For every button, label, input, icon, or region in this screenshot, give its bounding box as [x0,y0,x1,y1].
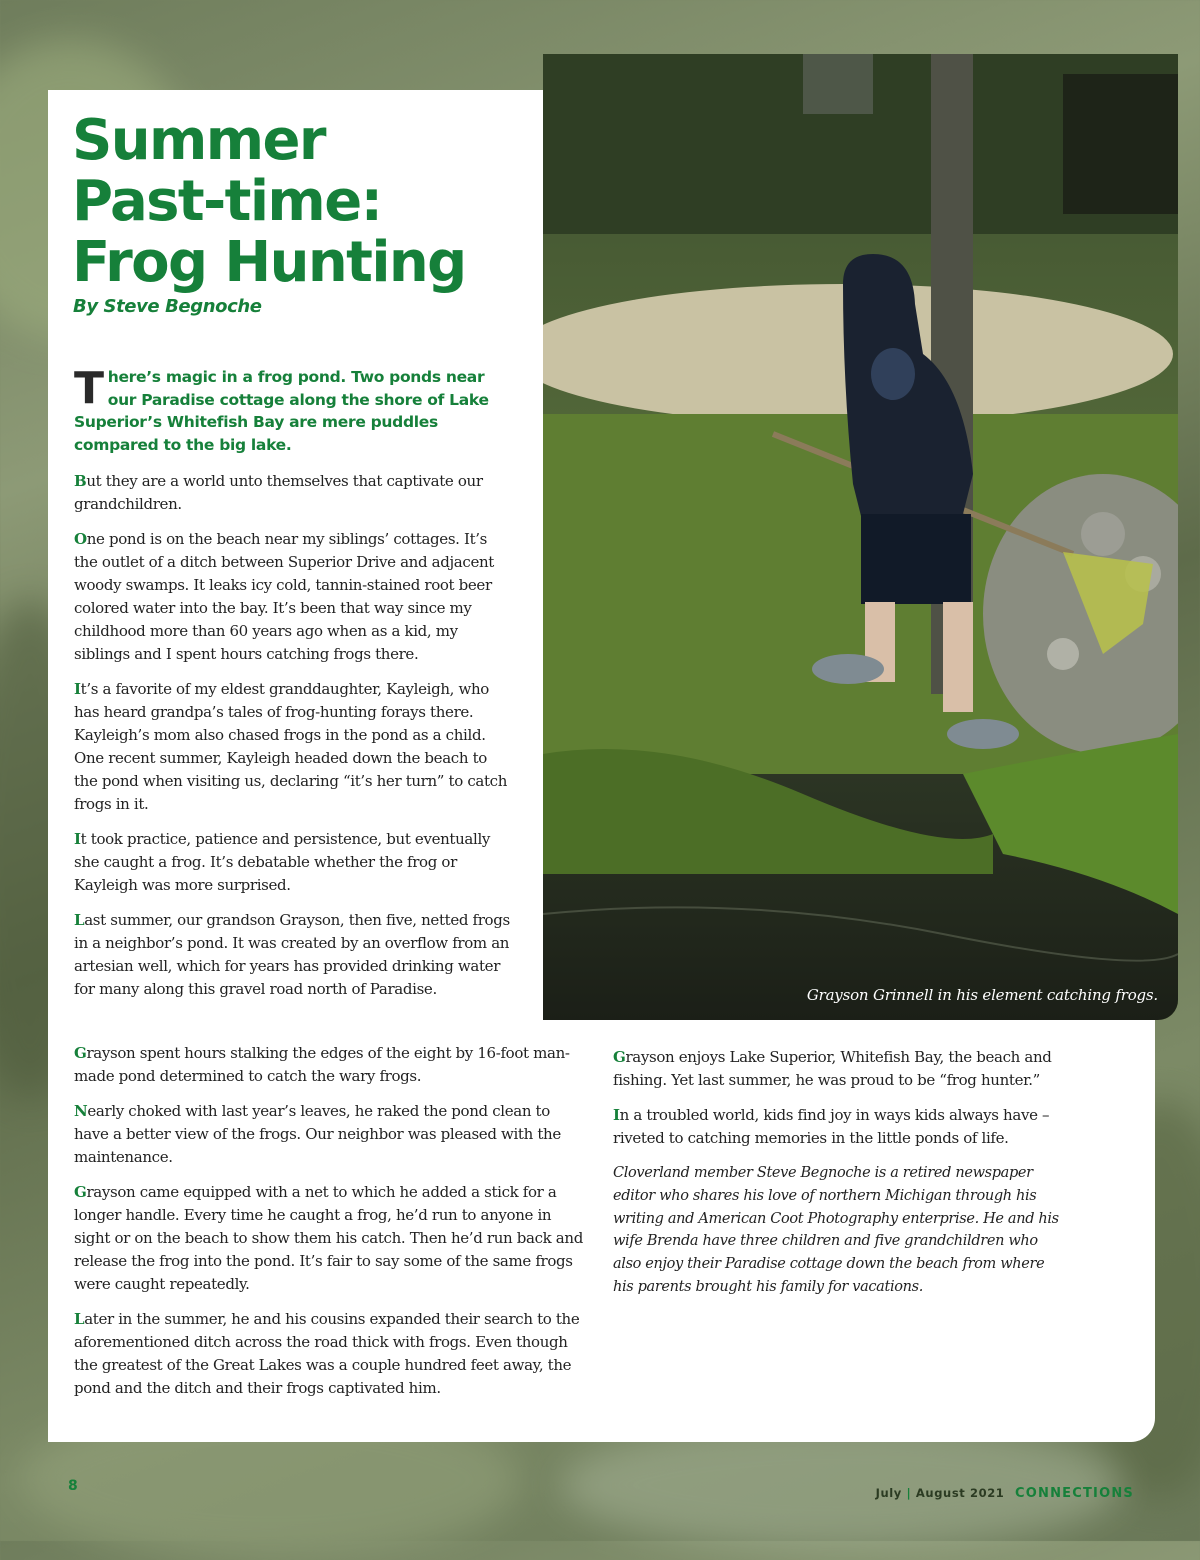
paragraph-text: t’s a favorite of my eldest granddaughter, Kayleigh, who has heard grandpa’s tales of frog-hunting forays there. Kayleigh’s mom also chased frogs in the pond as a child. One recent summer, Kayleigh headed down the beach to the pond when visiting us, declaring “it’s her turn” to catch frogs in it. [74,680,508,813]
article-column-1 [74,363,514,1013]
first-letter: I [74,830,81,848]
article-title [72,110,532,293]
first-letter: O [74,530,87,548]
title-line: Past-time: [72,169,382,234]
body-paragraph [74,1308,584,1400]
byline: By Steve Begnoche [73,296,262,317]
first-letter: B [74,472,87,490]
issue-month-b: August [915,1486,966,1500]
photo-caption: Grayson Grinnell in his element catching frogs. [806,986,1158,1004]
issue-year: 2021 [969,1486,1005,1500]
lede-paragraph [74,363,514,456]
article-column-2 [613,1046,1063,1299]
paragraph-text: early choked with last year’s leaves, he raked the pond clean to have a better view of the frogs. Our neighbor was pleased with the maintenance. [74,1102,561,1166]
first-letter: I [613,1106,620,1124]
drop-cap: T [74,363,104,414]
title-line: Frog Hunting [72,230,466,295]
article-column-1-continued [74,1042,584,1412]
first-letter: N [74,1102,88,1120]
first-letter: G [74,1183,87,1201]
body-paragraph [613,1046,1063,1092]
body-paragraph [74,909,514,1001]
body-paragraph [613,1104,1063,1150]
article-photo [543,54,1178,1020]
paragraph-text: rayson spent hours stalking the edges of the eight by 16-foot man-made pond determined to catch the wary frogs. [74,1044,570,1085]
first-letter: G [613,1048,626,1066]
body-paragraph [74,528,514,666]
body-paragraph [74,1181,584,1296]
issue-separator: | [906,1486,912,1500]
paragraph-text: ut they are a world unto themselves that captivate our grandchildren. [74,472,483,513]
paragraph-text: t took practice, patience and persistence, but eventually she caught a frog. It’s debatable whether the frog or Kayleigh was more surprised. [74,830,491,894]
magazine-name: CONNECTIONS [1015,1486,1134,1501]
paragraph-text: rayson enjoys Lake Superior, Whitefish Bay, the beach and fishing. Yet last summer, he was proud to be “frog hunter.” [613,1048,1052,1089]
title-line: Summer [72,108,325,173]
body-paragraph [74,678,514,816]
body-paragraph [74,1100,584,1169]
body-paragraph [74,470,514,516]
photo-illustration [543,54,1178,1020]
issue-footer [876,1486,1134,1501]
body-paragraph [74,828,514,897]
body-paragraph [74,1042,584,1088]
first-letter: L [74,911,85,929]
paragraph-text: ne pond is on the beach near my siblings’ cottages. It’s the outlet of a ditch between Superior Drive and adjacent woody swamps. It leaks icy cold, tannin-stained root beer colored water into the bay. It’s been that way since my childhood more than 60 years ago when as a kid, my siblings and I spent hours catching frogs there. [74,530,494,663]
paragraph-text: ater in the summer, he and his cousins expanded their search to the aforementioned ditch across the road thick with frogs. Even though the greatest of the Great Lakes was a couple hundred feet away, the pond and the ditch and their frogs captivated him. [74,1310,580,1397]
first-letter: G [74,1044,87,1062]
lede-text: here’s magic in a frog pond. Two ponds near our Paradise cottage along the shore of Lake Superior’s Whitefish Bay are mere puddles compared to the big lake. [74,368,489,454]
first-letter: I [74,680,81,698]
first-letter: L [74,1310,85,1328]
paragraph-text: ast summer, our grandson Grayson, then five, netted frogs in a neighbor’s pond. It was created by an overflow from an artesian well, which for years has provided drinking water for many along this gravel road north of Paradise. [74,911,510,998]
page-number: 8 [68,1478,78,1494]
paragraph-text: n a troubled world, kids find joy in ways kids always have – riveted to catching memories in the little ponds of life. [613,1106,1050,1147]
author-bio: Cloverland member Steve Begnoche is a retired newspaper editor who shares his love of northern Michigan through his writing and American Coot Photography enterprise. He and his wife Brenda have three children and five grandchildren who also enjoy their Paradise cottage down the beach from where his parents brought his family for vacations. [613,1165,1059,1295]
paragraph-text: rayson came equipped with a net to which he added a stick for a longer handle. Every time he caught a frog, he’d run to anyone in sight or on the beach to show them his catch. Then he’d run back and release the frog into the pond. It’s fair to say some of the same frogs were caught repeatedly. [74,1183,583,1293]
issue-month-a: July [875,1486,902,1500]
